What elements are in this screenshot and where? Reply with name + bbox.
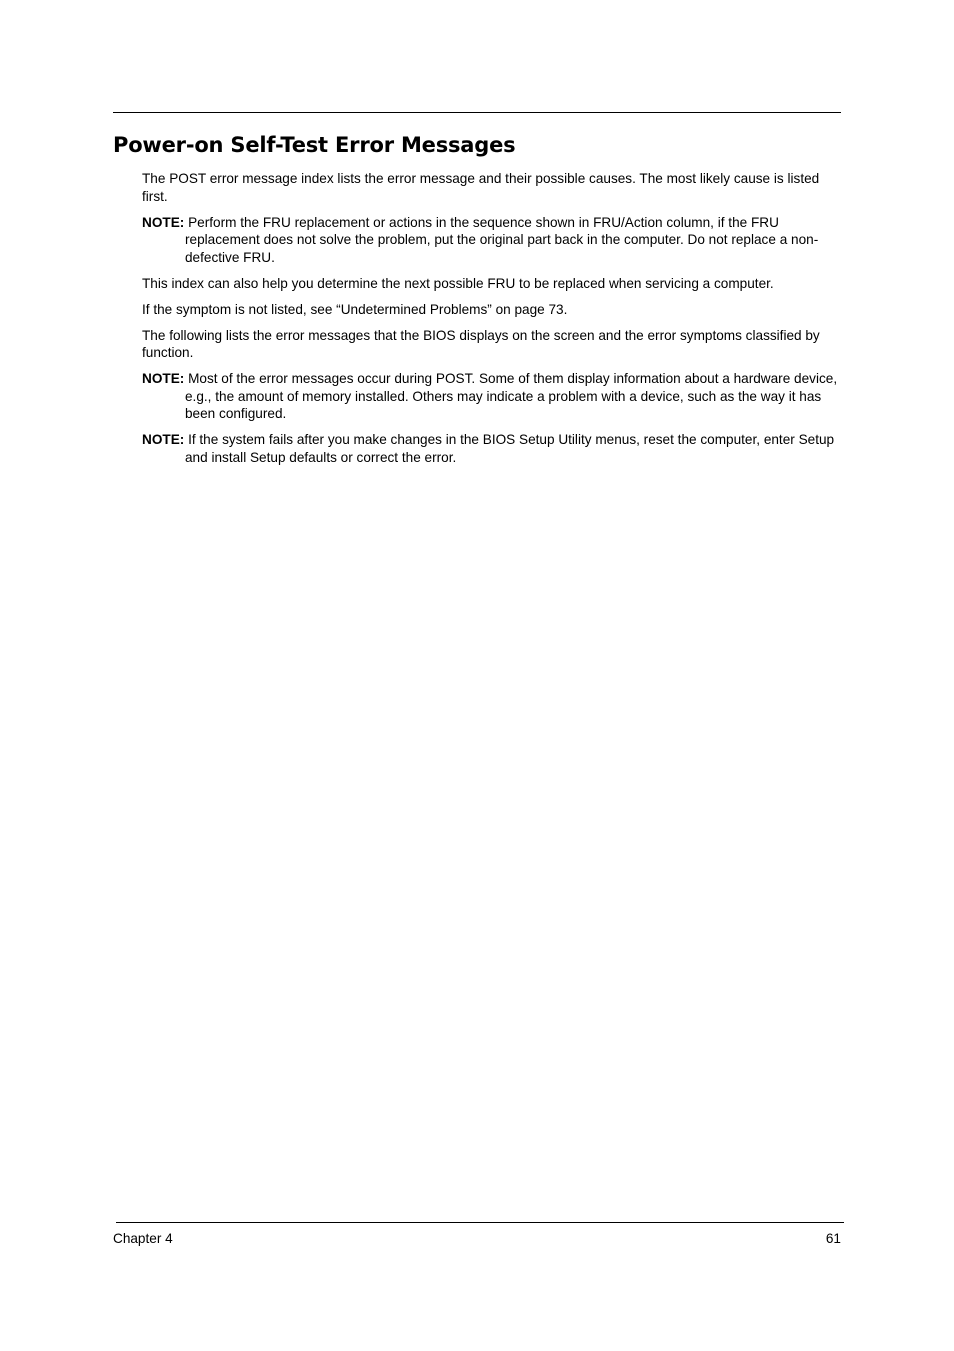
footer-page-number: 61 [825,1231,841,1246]
paragraph-next-fru: This index can also help you determine the next possible FRU to be replaced when servicing a computer. [142,275,774,291]
note-text: Perform the FRU replacement or actions in the sequence shown in FRU/Action column, if the FRU replacement does not solve the problem, put the original part back in the computer. Do not replace a non-defective FRU. [185,214,819,265]
footer-chapter: Chapter 4 [113,1231,173,1246]
note-label: NOTE: [142,432,185,447]
note-post-messages [142,370,842,423]
paragraph-bios-error-list: The following lists the error messages that the BIOS displays on the screen and the error symptoms classified by function. [142,327,820,360]
footer-rule [116,1222,844,1223]
header-rule [113,112,841,113]
note-text: If the system fails after you make changes in the BIOS Setup Utility menus, reset the computer, enter Setup and install Setup defaults or correct the error. [185,432,835,465]
note-label: NOTE: [142,371,185,386]
note-fru-replacement [142,214,842,267]
note-label: NOTE: [142,214,185,230]
note-text: Most of the error messages occur during POST. Some of them display information about a hardware device, e.g., the amount of memory installed. Others may indicate a problem with a device, such as the way it has been configured. [185,371,838,421]
note-bios-setup-reset [142,431,842,466]
page-title: Power-on Self-Test Error Messages [113,133,516,157]
paragraph-symptom-not-listed: If the symptom is not listed, see “Undetermined Problems” on page 73. [142,301,568,317]
page-content [142,170,842,475]
paragraph-post-index: The POST error message index lists the error message and their possible causes. The most likely cause is listed first. [142,171,820,204]
